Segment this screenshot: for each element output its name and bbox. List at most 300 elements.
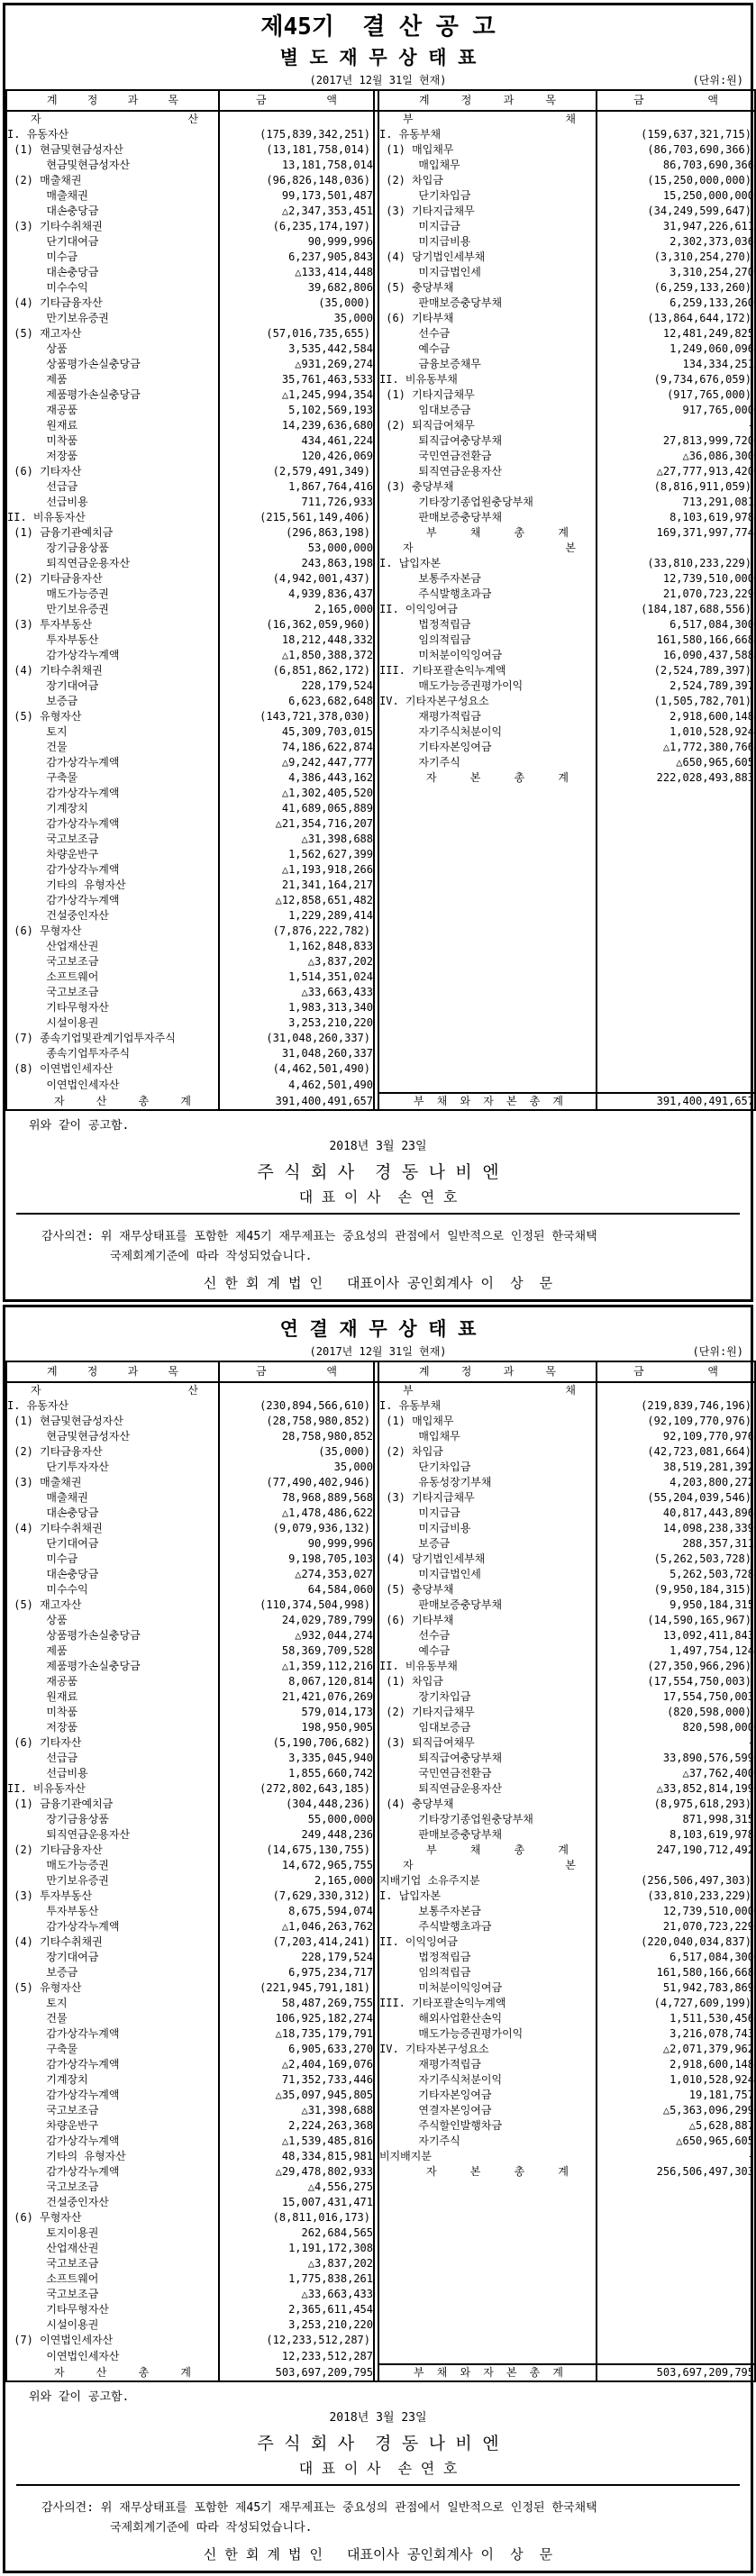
account-name: (4) 충당부채 <box>379 1798 454 1810</box>
account-name: 상품평가손실충당금 <box>7 358 141 370</box>
table-row <box>6 1382 755 1398</box>
amount: 4,203,800,272 <box>597 1475 755 1490</box>
amount: (17,554,750,003) <box>597 1674 755 1689</box>
amount: 58,369,709,528 <box>219 1643 374 1659</box>
account-name: 산업재산권 <box>7 940 99 952</box>
account-name <box>378 2317 597 2333</box>
amount: △33,852,814,199 <box>597 1781 755 1797</box>
account-name: (2) 매출채권 <box>7 174 82 187</box>
account-name: II. 비유동부채 <box>379 373 458 386</box>
account-name: 만기보유증권 <box>7 603 109 615</box>
table-row <box>6 724 755 740</box>
amount: 21,341,164,217 <box>219 878 374 893</box>
account-name <box>378 862 597 878</box>
amount: 14,672,965,755 <box>219 1858 374 1873</box>
table-row <box>6 770 755 786</box>
account-name: 비지배지분 <box>379 2150 432 2162</box>
account-name: (4) 기타수취채권 <box>7 1935 103 1948</box>
amount: (14,590,165,967) <box>597 1613 755 1628</box>
account-name: (1) 현금및현금성자산 <box>7 1415 123 1427</box>
amount: (175,839,342,251) <box>219 127 374 142</box>
amount: △2,404,169,076 <box>219 2057 374 2072</box>
table-row <box>6 1797 755 1812</box>
amount: 90,999,996 <box>219 234 374 250</box>
account-name: (6) 기타자산 <box>7 1736 82 1749</box>
amount: 78,968,889,568 <box>219 1490 374 1506</box>
account-name: 금융보증채무 <box>379 358 481 370</box>
account-name: 미처분이익잉여금 <box>379 1981 503 1994</box>
table-row <box>6 556 755 571</box>
amount: (8,811,016,173) <box>219 2210 374 2226</box>
amount: 1,775,838,261 <box>219 2271 374 2287</box>
account-name: 소프트웨어 <box>7 2272 99 2285</box>
table-row <box>6 1843 755 1858</box>
account-name: 판매보증충당부채 <box>379 511 503 523</box>
account-name: 미지급법인세 <box>379 266 481 278</box>
amount: 2,524,789,397 <box>597 678 755 694</box>
account-name: I. 유동자산 <box>7 1399 69 1412</box>
table-row <box>6 403 755 418</box>
amount: (5,262,503,728) <box>597 1552 755 1567</box>
amount: △37,762,400 <box>597 1766 755 1781</box>
table-row <box>6 1031 755 1046</box>
account-name: 원재료 <box>7 419 78 432</box>
account-name: 기계장치 <box>7 802 88 815</box>
account-name <box>378 832 597 847</box>
account-name: 대손충당금 <box>7 1568 99 1580</box>
amount: 2,165,000 <box>219 602 374 617</box>
table-row <box>6 1490 755 1506</box>
account-name: (5) 유형자산 <box>7 1981 82 1994</box>
table-row <box>6 694 755 709</box>
amount <box>597 985 755 1000</box>
account-name: I. 유동부채 <box>379 1399 442 1412</box>
account-name: 미수수익 <box>7 281 88 294</box>
table-row <box>6 1674 755 1689</box>
account-name: 퇴직연금운용자산 <box>7 1828 131 1841</box>
account-name: 유동성장기부채 <box>379 1476 492 1488</box>
amount: 5,102,569,193 <box>219 403 374 418</box>
amount: 27,813,999,720 <box>597 433 755 449</box>
account-name: 재평가적립금 <box>379 710 481 723</box>
table-row <box>6 2042 755 2057</box>
account-name: 장기금융상품 <box>7 1813 109 1825</box>
account-name: 자 산 <box>31 1384 198 1397</box>
table-row <box>6 2118 755 2134</box>
amount: (6,851,862,172) <box>219 663 374 678</box>
amount: △27,777,913,420 <box>597 464 755 479</box>
amount: 256,506,497,303 <box>597 2164 755 2180</box>
table-row <box>6 663 755 678</box>
table-row <box>6 1659 755 1674</box>
amount <box>597 1015 755 1031</box>
amount: 434,461,224 <box>219 433 374 449</box>
table-row <box>6 1904 755 1919</box>
amount: 71,352,733,446 <box>219 2072 374 2088</box>
account-name: 감가상각누계액 <box>7 756 120 769</box>
account-name: (1) 금융기관예치금 <box>7 1798 114 1810</box>
account-name: 토지 <box>7 1997 68 2009</box>
audit-opinion-line1: 감사의견: 위 재무상태표를 포함한 제45기 재무제표는 중요성의 관점에서 일반적으로 인정된 한국채택 <box>41 2501 597 2515</box>
amount: 53,000,000 <box>219 541 374 556</box>
amount <box>597 2317 755 2333</box>
amount: - <box>597 2149 755 2164</box>
table-row <box>6 2164 755 2180</box>
account-name: 기타장기종업원충당부채 <box>379 496 533 508</box>
amount: (3,310,254,270) <box>597 250 755 265</box>
amount <box>597 862 755 878</box>
account-name: 제품 <box>7 373 68 386</box>
account-name <box>378 2210 597 2226</box>
amount: 92,109,770,976 <box>597 1429 755 1444</box>
amount: 228,179,524 <box>219 678 374 694</box>
amount: 21,070,723,229 <box>597 587 755 602</box>
amount: (33,810,233,229) <box>597 1889 755 1904</box>
account-name: 미지급비용 <box>379 235 471 248</box>
amount: (230,894,566,610) <box>219 1398 374 1414</box>
amount: 503,697,209,795 <box>597 2364 755 2381</box>
table-row <box>6 816 755 832</box>
amount: (31,048,260,337) <box>219 1031 374 1046</box>
account-name: 자 본 총 계 <box>426 771 569 784</box>
amount <box>597 2348 755 2364</box>
col-header-account: 계 정 과 목 <box>6 1361 219 1382</box>
account-name: 감가상각누계액 <box>7 817 120 830</box>
amount <box>597 893 755 908</box>
account-name: 감가상각누계액 <box>7 2027 120 2040</box>
amount: 19,181,757 <box>597 2088 755 2103</box>
amount: 15,250,000,000 <box>597 188 755 204</box>
account-name: 판매보증충당부채 <box>379 1598 503 1611</box>
account-name: 기타장기종업원충당부채 <box>379 1813 533 1825</box>
account-name: 토지 <box>7 725 68 738</box>
table-row <box>6 1552 755 1567</box>
table-row <box>6 311 755 326</box>
account-name: 주식발행초과금 <box>379 587 492 600</box>
announcement-title: 제45기 결 산 공 고 <box>260 14 496 41</box>
amount: (256,506,497,303) <box>597 1873 755 1889</box>
table-row <box>6 2210 755 2226</box>
account-name <box>378 1046 597 1061</box>
table-row <box>6 924 755 939</box>
amount <box>597 2256 755 2271</box>
audit-opinion <box>41 2499 751 2538</box>
amount: (13,864,644,172) <box>597 311 755 326</box>
account-name: 연결자본잉여금 <box>379 2104 492 2116</box>
table-row <box>6 2180 755 2195</box>
table-row <box>6 357 755 372</box>
amount: △9,242,447,777 <box>219 755 374 770</box>
amount: (7,203,414,241) <box>219 1934 374 1950</box>
amount: △1,193,918,266 <box>219 862 374 878</box>
table-row <box>6 1980 755 1996</box>
account-name: 국고보조금 <box>7 2104 99 2116</box>
auditor-signature: 신 한 회 계 법 인 대표이사 공인회계사 이 상 문 <box>203 1275 553 1291</box>
amount: (8,975,618,293) <box>597 1797 755 1812</box>
account-name <box>378 908 597 924</box>
amount: 8,103,619,978 <box>597 510 755 525</box>
amount: 1,867,764,416 <box>219 479 374 495</box>
amount: (6,235,174,197) <box>219 219 374 234</box>
account-name: 감가상각누계액 <box>7 894 120 906</box>
amount: (2,524,789,397) <box>597 663 755 678</box>
amount: (35,000) <box>219 296 374 311</box>
separate-balance-sheet-table <box>5 89 756 1111</box>
account-name: 감가상각누계액 <box>7 1920 120 1933</box>
amount <box>597 969 755 985</box>
amount <box>597 816 755 832</box>
account-name: 선급금 <box>7 480 78 493</box>
amount: 120,426,069 <box>219 449 374 464</box>
amount: 6,623,682,648 <box>219 694 374 709</box>
table-row <box>6 908 755 924</box>
amount: △2,347,353,451 <box>219 204 374 219</box>
account-name: 미수금 <box>7 1552 78 1565</box>
table-row <box>6 847 755 862</box>
amount: (4,462,501,490) <box>219 1061 374 1077</box>
account-name: (1) 매입채무 <box>379 143 454 156</box>
account-name <box>378 2333 597 2348</box>
amount: (96,826,148,036) <box>219 173 374 188</box>
table-row <box>6 1889 755 1904</box>
amount <box>597 2180 755 2195</box>
amount: 5,262,503,728 <box>597 1567 755 1582</box>
account-name: I. 납입자본 <box>379 557 442 569</box>
account-name: I. 유동부채 <box>379 128 442 141</box>
table-row <box>6 1751 755 1766</box>
table-row <box>6 2088 755 2103</box>
account-name: 예수금 <box>379 1644 451 1657</box>
amount: 4,386,443,162 <box>219 770 374 786</box>
account-name: 현금및현금성자산 <box>7 1430 131 1443</box>
account-name: 건물 <box>7 2012 68 2025</box>
amount <box>597 1046 755 1061</box>
account-name: 임대보증금 <box>379 1721 471 1734</box>
table-row <box>6 571 755 587</box>
amount: 55,000,000 <box>219 1812 374 1827</box>
amount: △3,837,202 <box>219 954 374 969</box>
account-name: II. 이익잉여금 <box>379 1935 458 1948</box>
table-row <box>6 449 755 464</box>
amount: (7,629,330,312) <box>219 1889 374 1904</box>
table-row <box>6 341 755 357</box>
amount: (7,876,222,782) <box>219 924 374 939</box>
amount: 1,497,754,124 <box>597 1643 755 1659</box>
account-name: (3) 충당부채 <box>379 480 454 493</box>
amount <box>597 878 755 893</box>
amount <box>597 908 755 924</box>
account-name: 퇴직연금운용자산 <box>379 465 503 478</box>
table-row <box>6 862 755 878</box>
account-name: 미수금 <box>7 250 78 263</box>
account-name: (3) 기타지급채무 <box>379 205 475 217</box>
account-name: 부 채 와 자 본 총 계 <box>378 2364 597 2381</box>
statement-footer <box>5 1119 751 1292</box>
amount: (272,802,643,185) <box>219 1781 374 1797</box>
account-name: 국고보조금 <box>7 986 99 998</box>
account-name: 부 채 총 계 <box>426 1843 569 1856</box>
table-row <box>6 188 755 204</box>
amount: 64,584,060 <box>219 1582 374 1597</box>
table-row <box>6 1414 755 1429</box>
account-name: 기타무형자산 <box>7 1001 109 1014</box>
amount: (42,723,081,664) <box>597 1444 755 1460</box>
amount: 228,179,524 <box>219 1950 374 1965</box>
amount: (86,703,690,366) <box>597 142 755 158</box>
amount: (4,942,001,437) <box>219 571 374 587</box>
amount: △650,965,605 <box>597 2134 755 2149</box>
amount: 871,998,315 <box>597 1812 755 1827</box>
amount: (9,734,676,059) <box>597 372 755 387</box>
consolidated-balance-sheet-table <box>5 1361 756 2382</box>
amount <box>597 2302 755 2317</box>
amount: 391,400,491,657 <box>597 1093 755 1110</box>
account-name: 매도가능증권 <box>7 587 109 600</box>
amount <box>219 111 374 127</box>
account-name: 미지급비용 <box>379 1522 471 1534</box>
amount: 21,070,723,229 <box>597 1919 755 1934</box>
announcement-date: 2018년 3월 23일 <box>329 2411 427 2425</box>
amount: (159,637,321,715) <box>597 127 755 142</box>
amount: (33,810,233,229) <box>597 556 755 571</box>
table-row <box>6 326 755 341</box>
separate-statement-box <box>3 3 753 1302</box>
amount: 39,682,806 <box>219 280 374 296</box>
amount: 1,562,627,399 <box>219 847 374 862</box>
amount <box>597 2226 755 2241</box>
account-name: 매입채무 <box>379 159 460 171</box>
account-name: 투자부동산 <box>7 1905 99 1917</box>
amount <box>597 939 755 954</box>
account-name <box>378 847 597 862</box>
account-name: (4) 기타수취채권 <box>7 664 103 677</box>
account-name: 건설중인자산 <box>7 909 109 922</box>
amount: 12,481,249,825 <box>597 326 755 341</box>
account-name: 임대보증금 <box>379 404 471 416</box>
account-name: (6) 무형자산 <box>7 2211 82 2224</box>
account-name: 건설중인자산 <box>7 2196 109 2208</box>
statement-footer <box>5 2390 751 2563</box>
amount: (296,863,198) <box>219 525 374 541</box>
table-header-row <box>6 90 755 111</box>
amount: 14,098,238,339 <box>597 1521 755 1536</box>
amount: △1,539,485,816 <box>219 2134 374 2149</box>
account-name: 대손충당금 <box>7 1506 99 1519</box>
table-row <box>6 541 755 556</box>
amount: (4,727,609,199) <box>597 1996 755 2011</box>
account-name: 기타의 유형자산 <box>7 878 126 891</box>
divider-line <box>16 1213 740 1215</box>
amount: △4,556,275 <box>219 2180 374 2195</box>
amount: 391,400,491,657 <box>219 1093 374 1110</box>
account-name <box>378 2271 597 2287</box>
account-name: 자기주식 <box>379 2135 460 2147</box>
amount: △12,858,651,482 <box>219 893 374 908</box>
account-name: 장기금융상품 <box>7 542 109 554</box>
amount: (57,016,735,655) <box>219 326 374 341</box>
table-row <box>6 755 755 770</box>
account-name: 퇴직연금운용자산 <box>379 1782 503 1795</box>
amount: △2,071,379,962 <box>597 2042 755 2057</box>
account-name: 상품평가손실충당금 <box>7 1629 141 1642</box>
amount: 161,580,166,668 <box>597 633 755 648</box>
amount: 579,014,173 <box>219 1705 374 1720</box>
amount: △1,302,405,520 <box>219 786 374 801</box>
table-row <box>6 2149 755 2164</box>
amount: (143,721,378,030) <box>219 709 374 724</box>
amount: 35,000 <box>219 1460 374 1475</box>
amount: (34,249,599,647) <box>597 204 755 219</box>
account-name: 지배기업 소유주지분 <box>379 1874 480 1887</box>
account-name: (3) 기타수취채권 <box>7 220 103 232</box>
table-row <box>6 1460 755 1475</box>
account-name: 법정적립금 <box>379 618 471 631</box>
amount <box>597 1858 755 1873</box>
account-name: (1) 매입채무 <box>379 1415 454 1427</box>
account-name: 기계장치 <box>7 2073 88 2086</box>
table-row <box>6 786 755 801</box>
amount: (110,374,504,998) <box>219 1597 374 1613</box>
account-name: 장기대여금 <box>7 679 99 692</box>
amount: 45,309,703,015 <box>219 724 374 740</box>
account-name <box>378 969 597 985</box>
amount <box>597 2210 755 2226</box>
account-name: 대손충당금 <box>7 205 99 217</box>
account-name: 국민연금전환금 <box>379 1767 492 1780</box>
amount: △1,478,486,622 <box>219 1506 374 1521</box>
table-header-row <box>6 1361 755 1382</box>
account-name: 감가상각누계액 <box>7 2058 120 2071</box>
amount: △1,772,380,766 <box>597 740 755 755</box>
account-name: (3) 투자부동산 <box>7 1889 93 1902</box>
account-name: (5) 충당부채 <box>379 281 454 294</box>
amount: (219,839,746,196) <box>597 1398 755 1414</box>
account-name <box>378 939 597 954</box>
amount: (5,190,706,682) <box>219 1735 374 1751</box>
amount: 9,950,184,315 <box>597 1597 755 1613</box>
account-name: IV. 기타자본구성요소 <box>379 2043 489 2055</box>
account-name: (2) 차입금 <box>379 1445 443 1458</box>
account-name: 보통주자본금 <box>379 572 481 585</box>
audit-opinion-line2: 국제회계기준에 따라 작성되었습니다. <box>110 1250 313 1263</box>
amount <box>597 801 755 816</box>
account-name: 주식할인발행차금 <box>379 2119 503 2132</box>
account-name: 감가상각누계액 <box>7 863 120 876</box>
table-row <box>6 878 755 893</box>
divider-line <box>16 2484 740 2486</box>
account-name: 국고보조금 <box>7 2288 99 2300</box>
table-row <box>6 265 755 280</box>
amount <box>597 924 755 939</box>
amount: (77,490,402,946) <box>219 1475 374 1490</box>
account-name: 감가상각누계액 <box>7 2089 120 2101</box>
amount: 106,925,182,274 <box>219 2011 374 2026</box>
account-name: 건물 <box>7 741 68 753</box>
amount <box>597 2287 755 2302</box>
account-name: 소프트웨어 <box>7 970 99 983</box>
amount: (55,204,039,546) <box>597 1490 755 1506</box>
table-row <box>6 1046 755 1061</box>
table-row <box>6 1521 755 1536</box>
consolidated-statement-box <box>3 1305 753 2573</box>
amount: 2,302,373,036 <box>597 234 755 250</box>
table-row <box>6 633 755 648</box>
amount: 503,697,209,795 <box>219 2364 374 2381</box>
table-row <box>6 2317 755 2333</box>
account-name: 감가상각누계액 <box>7 2135 120 2147</box>
account-name: 자 산 총 계 <box>54 1094 191 1107</box>
amount: 40,817,443,896 <box>597 1506 755 1521</box>
